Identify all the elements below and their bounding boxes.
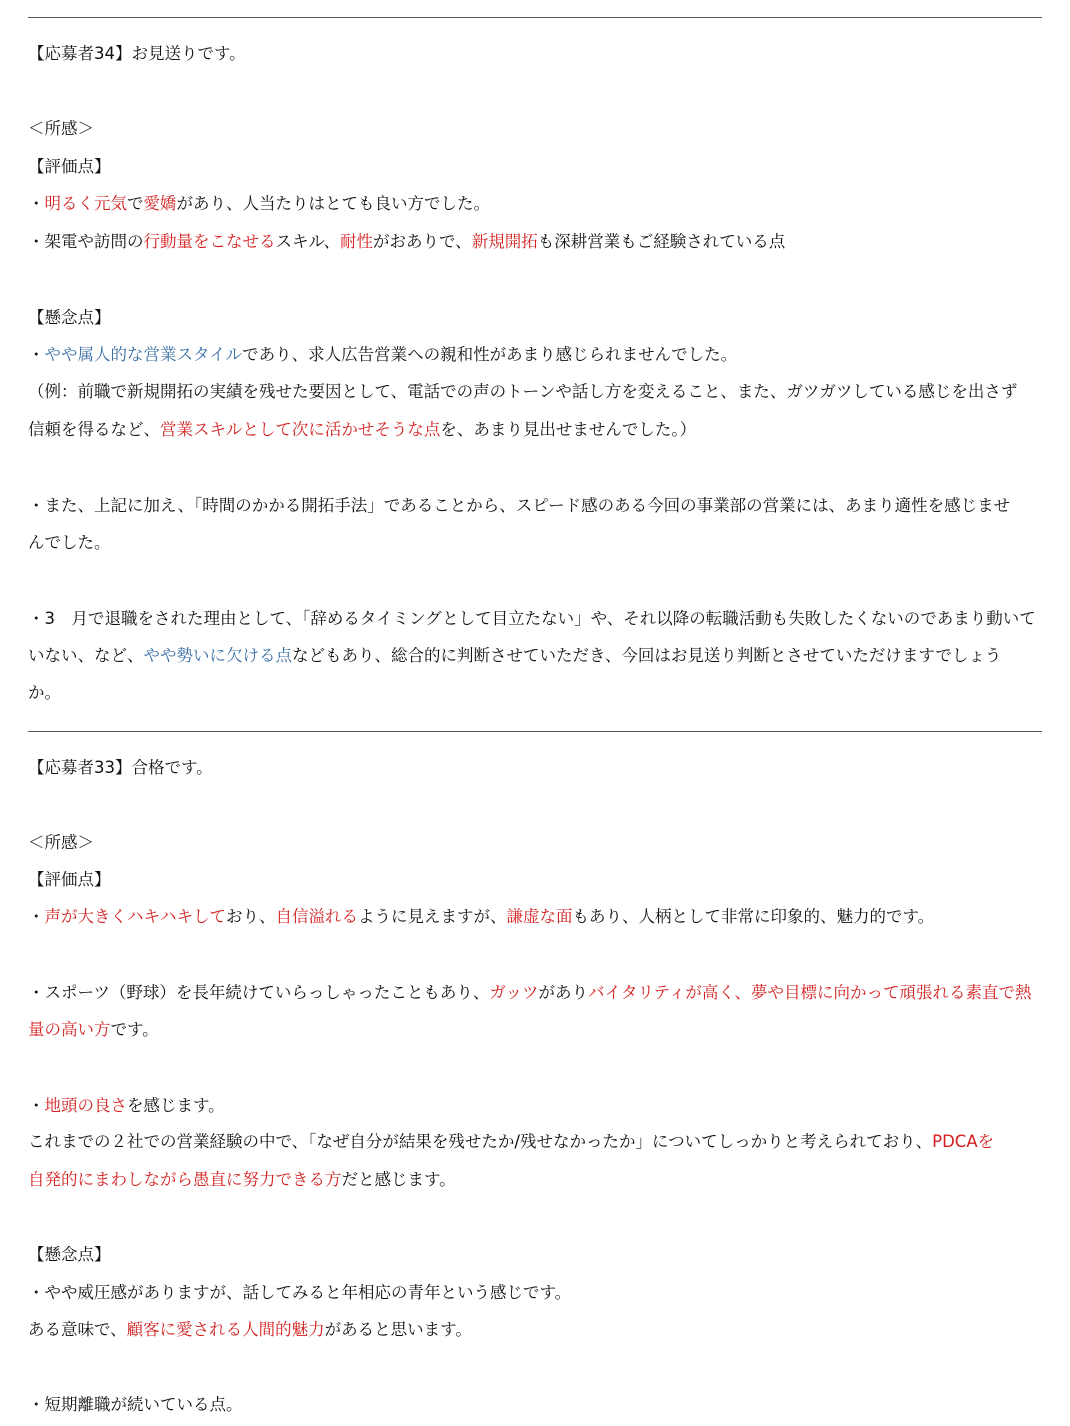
highlight-positive: 地頭の良さ xyxy=(44,1096,127,1115)
text-segment: ・スポーツ（野球）を長年続けていらっしゃったこともあり、 xyxy=(28,983,490,1002)
text-line xyxy=(28,979,1044,1007)
text-segment: いない、など、 xyxy=(28,646,144,665)
text-segment: も深耕営業もご経験されている点 xyxy=(537,232,786,251)
text-segment: がおありで、 xyxy=(373,232,472,251)
text-line xyxy=(28,1279,1044,1307)
text-line xyxy=(28,228,1044,256)
text-segment: ・ xyxy=(28,345,45,364)
text-line xyxy=(28,529,1044,557)
text-segment: 【懸念点】 xyxy=(28,308,111,327)
text-line xyxy=(28,1016,1044,1044)
text-line xyxy=(28,492,1044,520)
text-segment: ・また、上記に加え、「時間のかかる開拓手法」であることから、スピード感のある今回の事業部の営業には、あまり適性を感じませ xyxy=(28,496,1011,515)
text-segment: ・ xyxy=(28,1096,45,1115)
text-segment: ・短期離職が続いている点。 xyxy=(28,1395,243,1414)
highlight-positive: 耐性 xyxy=(340,232,374,251)
highlight-positive: ガッツ xyxy=(489,983,539,1002)
text-segment: を感じます。 xyxy=(127,1096,225,1115)
highlight-positive: 新規開拓 xyxy=(471,232,538,251)
text-segment: です。 xyxy=(110,1020,159,1039)
highlight-positive: PDCAを xyxy=(932,1132,995,1151)
text-line xyxy=(28,866,1044,894)
text-line xyxy=(28,1316,1044,1344)
text-segment: があり、人当たりはとても良い方でした。 xyxy=(176,194,490,213)
text-segment: だと感じます。 xyxy=(341,1170,456,1189)
text-line xyxy=(28,642,1044,670)
text-line xyxy=(28,190,1044,218)
text-line xyxy=(28,1391,1044,1419)
text-line xyxy=(28,1128,1044,1156)
section-divider-top xyxy=(28,17,1042,18)
text-segment: ＜所感＞ xyxy=(28,833,94,852)
text-segment: もあり、人柄として非常に印象的、魅力的です。 xyxy=(572,907,935,926)
highlight-positive: 量の高い方 xyxy=(28,1020,111,1039)
highlight-concern: やや属人的な営業スタイル xyxy=(44,345,243,364)
text-segment: スキル、 xyxy=(275,232,341,251)
text-line xyxy=(28,341,1044,369)
text-segment: 【評価点】 xyxy=(28,157,111,176)
text-line xyxy=(28,1092,1044,1120)
text-segment: んでした。 xyxy=(28,533,111,552)
highlight-concern: やや勢いに欠ける点 xyxy=(143,646,292,665)
text-segment: ように見えますが、 xyxy=(358,907,507,926)
text-segment: であり、求人広告営業への親和性があまり感じられませんでした。 xyxy=(242,345,738,364)
text-segment: ある意味で、 xyxy=(28,1320,127,1339)
text-segment: を、あまり見出せませんでした。） xyxy=(440,420,697,439)
text-segment: か。 xyxy=(28,683,61,702)
text-segment: ・ xyxy=(28,907,45,926)
text-line xyxy=(28,416,1044,444)
text-segment: ・3 月で退職をされた理由として、「辞めるタイミングとして目立たない」や、それ以降の転職活動も失敗したくないのであまり動いて xyxy=(28,609,1036,628)
text-segment: があり xyxy=(538,983,589,1002)
text-segment: で xyxy=(127,194,144,213)
highlight-positive: 声が大きくハキハキして xyxy=(44,907,226,926)
text-line xyxy=(28,754,1044,782)
highlight-positive: バイタリティが高く、夢や目標に向かって頑張れる素直で熱 xyxy=(588,983,1032,1002)
text-segment: これまでの２社での営業経験の中で、「なぜ自分が結果を残せたか/残せなかったか」についてしっかりと考えられており、 xyxy=(28,1132,933,1151)
highlight-positive: 顧客に愛される人間的魅力 xyxy=(126,1320,325,1339)
text-line xyxy=(28,679,1044,707)
text-line xyxy=(28,304,1044,332)
text-segment: があると思います。 xyxy=(324,1320,472,1339)
text-segment: 【応募者34】お見送りです。 xyxy=(28,44,246,63)
text-line xyxy=(28,1241,1044,1269)
text-segment: ・やや威圧感がありますが、話してみると年相応の青年という感じです。 xyxy=(28,1283,572,1302)
text-line xyxy=(28,605,1044,633)
text-line xyxy=(28,903,1044,931)
text-line xyxy=(28,153,1044,181)
highlight-positive: 自信溢れる xyxy=(275,907,358,926)
highlight-positive: 自発的にまわしながら愚直に努力できる方 xyxy=(28,1170,342,1189)
text-segment: などもあり、総合的に判断させていただき、今回はお見送り判断とさせていただけますでしょう xyxy=(292,646,1002,665)
text-segment: （例：前職で新規開拓の実績を残せた要因として、電話での声のトーンや話し方を変えること、また、ガツガツしている感じを出さず xyxy=(28,382,1018,401)
text-segment: ＜所感＞ xyxy=(28,119,94,138)
section-divider-middle xyxy=(28,731,1042,732)
text-line xyxy=(28,829,1044,857)
text-segment: 【応募者33】合格です。 xyxy=(28,758,213,777)
highlight-positive: 行動量をこなせる xyxy=(143,232,276,251)
highlight-positive: 謙虚な面 xyxy=(506,907,573,926)
text-segment: 信頼を得るなど、 xyxy=(28,420,160,439)
highlight-positive: 愛嬌 xyxy=(143,194,177,213)
text-segment: 【懸念点】 xyxy=(28,1245,111,1264)
highlight-positive: 営業スキルとして次に活かせそうな点 xyxy=(160,420,441,439)
text-segment: おり、 xyxy=(226,907,276,926)
text-line xyxy=(28,1166,1044,1194)
text-line xyxy=(28,115,1044,143)
text-line xyxy=(28,378,1044,406)
highlight-positive: 明るく元気 xyxy=(44,194,127,213)
text-line xyxy=(28,40,1044,68)
text-segment: ・ xyxy=(28,194,45,213)
text-segment: ・架電や訪問の xyxy=(28,232,144,251)
text-segment: 【評価点】 xyxy=(28,870,111,889)
